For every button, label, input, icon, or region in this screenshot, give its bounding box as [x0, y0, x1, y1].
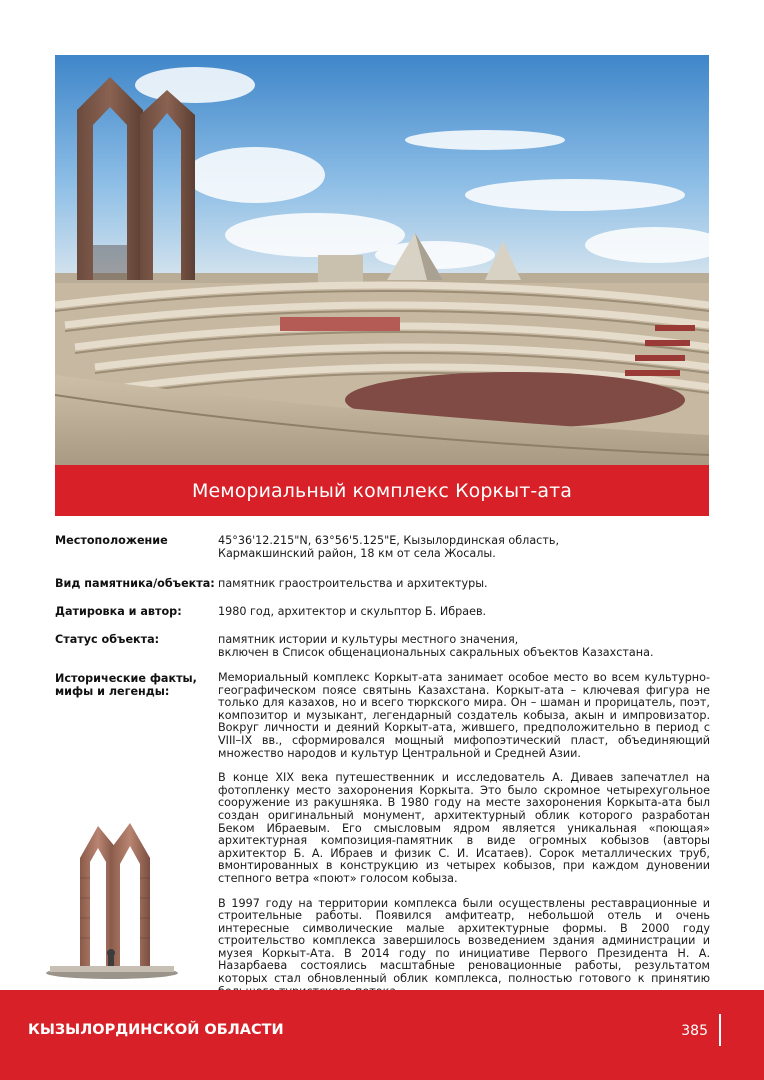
title-band	[55, 465, 709, 516]
dating-label: Датировка и автор:	[55, 605, 182, 618]
history-paragraph-1: Мемориальный комплекс Коркыт-ата занимает особое место во всем культурно-географическом поясе святынь Казахстана. Коркыт-ата – ключевая фигура не только для казахов, но и всего тюркского мира. Он – шаман и прорицатель, поэт, композитор и музыкант, легендарный создатель кобыза, акын и импровизатор. Вокруг личности и деяний Коркыт-ата, жившего, предположительно в период с VIII–IX вв., сформировался мощный мифопоэтический пласт, объединяющий множество народов и культур Центральной и Средней Азии.	[218, 671, 710, 760]
page-title: Мемориальный комплекс Коркыт-ата	[191, 479, 573, 502]
history-paragraph-3: В 1997 году на территории комплекса были осуществлены реставрационные и строительные работы. Появился амфитеатр, небольшой отель и очень интересные символические малые архитектурные формы. В 2000 году строительство комплекса завершилось возведением здания администрации и музея Коркыт-Ата. В 2014 году по инициативе Первого Президента Н. А. Назарбаева состоялись масштабные реновационные работы, результатом которых стал обновленный облик комплекса, полностью готового к принятию	[218, 896, 710, 986]
status-value	[218, 633, 710, 669]
status-label: Статус объекта:	[55, 633, 160, 646]
status-line-2: включен в Список общенациональных сакральных объектов Казахстана.	[218, 646, 654, 660]
location-line-2: Кармакшинский район, 18 км от села Жосалы.	[218, 547, 496, 561]
history-paragraph-2: В конце XIX века путешественник и исследователь А. Диваев запечатлел на фотопленку место захоронения Коркыта. Это было скромное четырехугольное сооружение из ракушняка. В 1980 году на месте захоронения Коркыта-ата был создан оригинальный монумент, архитектурный облик которого разработан Беком Ибраевым. Его смысловым ядром является уникальная «поющая» архитектурная композиция-памятник в виде огромных кобызов (авторы архитектор Б. А. Ибраев и физик С. И. Исатаев). Сорок металлических труб, вмонтированных в конструкцию из четырех кобызов, при каждом дуновении степного ветра «поют» голосом кобыза.	[218, 771, 710, 885]
info-row-location	[55, 534, 710, 577]
footer-band	[0, 990, 764, 1080]
footer-region: КЫЗЫЛОРДИНСКОЙ ОБЛАСТИ	[28, 1022, 284, 1038]
info-row-type	[55, 577, 710, 605]
status-line-1: памятник истории и культуры местного значения,	[218, 633, 519, 646]
footer-separator	[719, 1014, 721, 1046]
dating-value: 1980 год, архитектор и скульптор Б. Ибраев.	[218, 605, 487, 618]
info-table	[55, 534, 710, 669]
info-row-status	[55, 633, 710, 669]
history-label: Исторические факты, мифы и легенды:	[55, 672, 197, 699]
info-row-dating	[55, 605, 710, 633]
history-text	[218, 672, 710, 1010]
location-label: Местоположение	[55, 534, 168, 547]
type-value: памятник граостроительства и архитектуры.	[218, 577, 488, 590]
page-number: 385	[681, 1023, 708, 1039]
location-line-1: 45°36'12.215"N, 63°56'5.125"E, Кызылординская область,	[218, 534, 560, 547]
monument-illustration	[40, 818, 180, 983]
hero-photo	[55, 55, 709, 465]
location-value	[218, 534, 710, 577]
type-label: Вид памятника/объекта:	[55, 577, 215, 590]
